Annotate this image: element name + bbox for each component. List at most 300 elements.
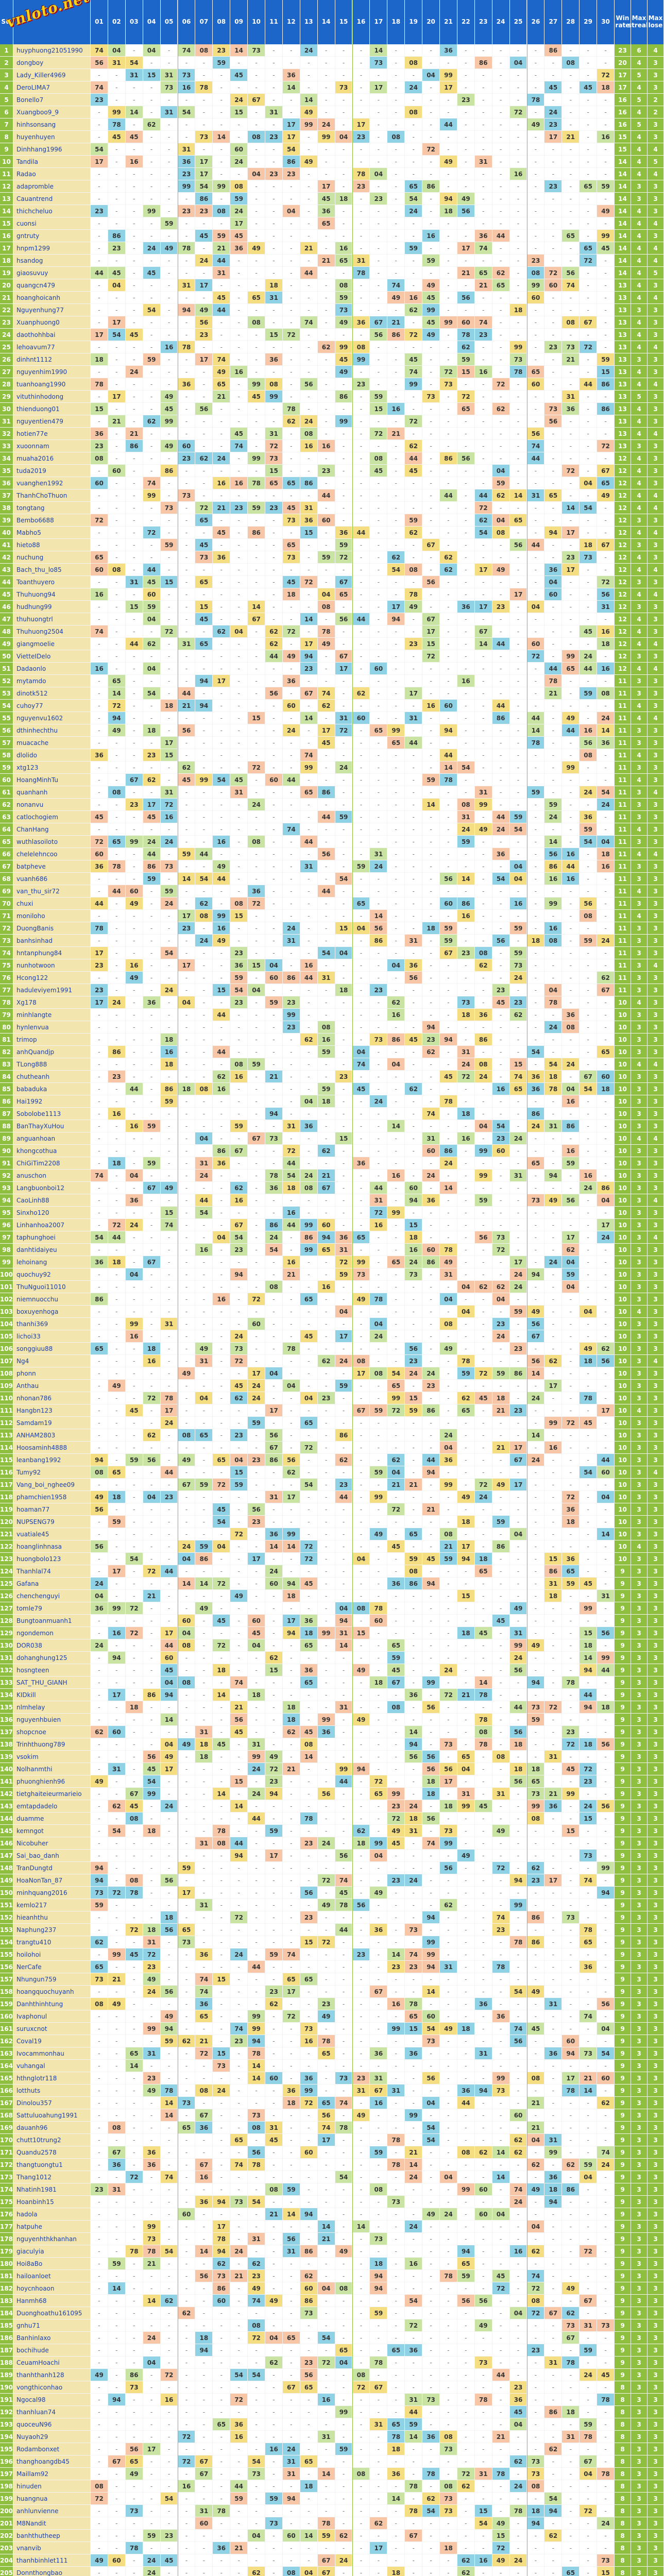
day-result-cell: - — [580, 304, 597, 316]
day-result-cell: - — [213, 996, 230, 1009]
player-name-link[interactable]: Hoosaminh4888 — [13, 1442, 91, 1454]
day-result-cell: - — [143, 403, 161, 415]
day-result-cell: 24 — [265, 1565, 283, 1578]
player-name-link[interactable]: Lady_Killer4969 — [13, 69, 91, 81]
day-result-cell: 15 — [457, 366, 475, 378]
day-result-cell: - — [248, 564, 265, 576]
day-result-cell: 45 — [353, 1083, 370, 1095]
player-name-link[interactable]: ngondemon — [13, 1627, 91, 1639]
day-result-cell: - — [195, 687, 213, 700]
day-result-cell: - — [353, 415, 370, 428]
day-result-cell: 24 — [195, 1170, 213, 1182]
player-max-lose: 3 — [648, 1207, 664, 1219]
player-name-link[interactable]: thuhuongtrl — [13, 613, 91, 625]
player-name-link[interactable]: HoangMinhTu — [13, 774, 91, 786]
player-name-link[interactable]: Mabho5 — [13, 527, 91, 539]
day-result-cell: - — [143, 1639, 161, 1652]
player-name-link[interactable]: van_thu_sir72 — [13, 885, 91, 897]
day-result-cell: - — [405, 168, 422, 180]
day-result-cell: - — [562, 452, 580, 465]
day-result-cell: - — [108, 638, 126, 650]
day-result-cell: - — [143, 972, 161, 984]
day-result-cell: - — [335, 1442, 353, 1454]
day-result-cell: 04 — [91, 1590, 108, 1602]
player-name-link[interactable]: Langbuonboi12 — [13, 1182, 91, 1194]
day-result-cell: - — [143, 1578, 161, 1590]
player-name-link[interactable]: TLong888 — [13, 1058, 91, 1071]
player-name-link[interactable]: muaha2016 — [13, 452, 91, 465]
player-name-link[interactable]: hosngteen — [13, 1664, 91, 1676]
day-result-cell: 86 — [422, 1404, 440, 1417]
player-name-link[interactable]: daothohhbai — [13, 329, 91, 341]
player-name-link[interactable]: Xg178 — [13, 996, 91, 1009]
player-name-link[interactable]: niemnuocchu — [13, 1293, 91, 1306]
player-name-link[interactable]: dlolido — [13, 749, 91, 761]
player-name-link[interactable]: ThanhChoThuon — [13, 489, 91, 502]
player-name-link[interactable]: Bungtoanmuanh1 — [13, 1615, 91, 1627]
day-result-cell: 59 — [230, 193, 248, 205]
player-max-lose: 3 — [648, 180, 664, 193]
row-rank: 134 — [0, 1689, 13, 1701]
day-result-cell: - — [335, 44, 353, 57]
player-name-link[interactable]: hoanglinhnasa — [13, 1540, 91, 1553]
day-result-cell: - — [527, 885, 545, 897]
day-result-cell: - — [475, 1454, 492, 1466]
player-name-link[interactable]: Hcong122 — [13, 972, 91, 984]
day-result-cell: 15 — [230, 910, 248, 922]
day-result-cell: - — [457, 217, 475, 230]
player-name-link[interactable]: ThuNguoi11010 — [13, 1281, 91, 1293]
player-name-link[interactable]: nunhotwoon — [13, 959, 91, 972]
player-name-link[interactable]: chuxi — [13, 897, 91, 910]
player-name-link[interactable]: Tandila — [13, 156, 91, 168]
day-result-cell: - — [510, 712, 527, 724]
day-result-cell: 21 — [108, 415, 126, 428]
day-result-cell: - — [580, 489, 597, 502]
day-result-cell: - — [353, 1108, 370, 1120]
day-result-cell: - — [230, 465, 248, 477]
player-name-link[interactable]: vuatiale45 — [13, 1528, 91, 1540]
player-name-link[interactable]: nguyenhbuien — [13, 1714, 91, 1726]
row-rank: 36 — [0, 477, 13, 489]
player-name-link[interactable]: Linhanhoa2007 — [13, 1219, 91, 1231]
day-result-cell: 31 — [544, 1578, 562, 1590]
player-name-link[interactable]: phamchien1958 — [13, 1491, 91, 1503]
day-result-cell: 86 — [544, 1565, 562, 1578]
day-result-cell: - — [108, 81, 126, 94]
day-result-cell: - — [195, 366, 213, 378]
day-result-cell: - — [178, 588, 196, 601]
day-result-cell: - — [108, 1590, 126, 1602]
player-name-link[interactable]: chenchenguyi — [13, 1590, 91, 1602]
day-result-cell: - — [248, 1256, 265, 1268]
player-max-streak: 3 — [631, 1417, 648, 1429]
player-name-link[interactable]: nlmhelay — [13, 1701, 91, 1714]
day-result-cell: - — [213, 1207, 230, 1219]
day-result-cell: - — [161, 1281, 178, 1293]
player-name-link[interactable]: xuoonnam — [13, 440, 91, 452]
player-name-link[interactable]: hnpm1299 — [13, 242, 91, 255]
day-result-cell: - — [213, 1528, 230, 1540]
day-result-cell: - — [178, 57, 196, 69]
day-result-cell: 44 — [580, 1689, 597, 1701]
day-result-cell: - — [422, 761, 440, 774]
day-result-cell: 67 — [335, 576, 353, 588]
player-name-link[interactable]: adapromble — [13, 180, 91, 193]
day-result-cell: 59 — [213, 57, 230, 69]
player-name-link[interactable]: hieto88 — [13, 539, 91, 551]
day-result-cell: - — [248, 786, 265, 799]
player-name-link[interactable]: Sobolobe1113 — [13, 1108, 91, 1120]
day-result-cell: 62 — [475, 514, 492, 527]
row-rank: 125 — [0, 1578, 13, 1590]
day-result-cell: 08 — [91, 1466, 108, 1479]
day-result-cell: - — [353, 1281, 370, 1293]
day-result-cell: - — [510, 1615, 527, 1627]
player-name-link[interactable]: SAT_THU_GIANH — [13, 1676, 91, 1689]
day-result-cell: - — [108, 1182, 126, 1194]
day-result-cell: 31 — [475, 156, 492, 168]
day-result-cell: - — [544, 366, 562, 378]
player-name-link[interactable]: anguanhoan — [13, 1132, 91, 1145]
table-row — [0, 428, 664, 440]
player-win-rate: 13 — [615, 415, 631, 428]
day-result-cell: 04 — [440, 1442, 457, 1454]
day-result-cell: 86 — [335, 1429, 353, 1442]
day-result-cell: 08 — [108, 786, 126, 799]
player-name-link[interactable]: giangmoelie — [13, 638, 91, 650]
day-result-cell: - — [597, 193, 615, 205]
player-name-link[interactable]: Bonello7 — [13, 94, 91, 106]
player-name-link[interactable]: ANHAM2803 — [13, 1429, 91, 1442]
player-name-link[interactable]: DOR038 — [13, 1639, 91, 1652]
day-result-cell: - — [300, 304, 318, 316]
player-name-link[interactable]: Nguyenhung77 — [13, 304, 91, 316]
player-max-lose: 3 — [648, 1380, 664, 1392]
player-name-link[interactable]: VietteIDelo — [13, 650, 91, 663]
day-result-cell: - — [248, 1268, 265, 1281]
player-name-link[interactable]: ChiGiTim2208 — [13, 1157, 91, 1170]
day-result-cell: 67 — [597, 539, 615, 551]
player-name-link[interactable]: lehoinang — [13, 1256, 91, 1268]
day-result-cell: 74 — [161, 1219, 178, 1231]
day-result-cell: - — [387, 774, 405, 786]
player-win-rate: 13 — [615, 279, 631, 292]
player-win-rate: 12 — [615, 489, 631, 502]
player-name-link[interactable]: danhtidaiyeu — [13, 1244, 91, 1256]
day-result-cell: 86 — [265, 1454, 283, 1466]
day-result-cell: - — [457, 539, 475, 551]
player-name-link[interactable]: dthinhechthu — [13, 724, 91, 737]
player-name-link[interactable]: lichoi33 — [13, 1330, 91, 1343]
day-result-cell: - — [440, 1108, 457, 1120]
day-result-cell: - — [597, 823, 615, 836]
player-name-link[interactable]: hynlenvua — [13, 1021, 91, 1033]
player-name-link[interactable]: Thanhlal74 — [13, 1565, 91, 1578]
day-result-cell: - — [143, 1046, 161, 1058]
player-name-link[interactable]: tuanhoang1990 — [13, 378, 91, 391]
player-name-link[interactable]: NUPSENG79 — [13, 1516, 91, 1528]
player-max-streak: 4 — [631, 279, 648, 292]
row-rank: 97 — [0, 1231, 13, 1244]
day-result-cell: - — [318, 391, 335, 403]
player-name-link[interactable]: Radao — [13, 168, 91, 180]
day-result-cell: - — [108, 588, 126, 601]
player-name-link[interactable]: boxuyenhoga — [13, 1306, 91, 1318]
player-name-link[interactable]: hotien77e — [13, 428, 91, 440]
player-max-streak: 4 — [631, 700, 648, 712]
player-name-link[interactable]: thanhi369 — [13, 1318, 91, 1330]
day-result-cell: - — [422, 1738, 440, 1751]
day-result-cell: - — [230, 712, 248, 724]
day-result-cell: - — [510, 935, 527, 947]
day-result-cell: - — [405, 860, 422, 873]
day-result-cell: - — [544, 1528, 562, 1540]
row-rank: 87 — [0, 1108, 13, 1120]
player-name-link[interactable]: Bach_thu_lo85 — [13, 564, 91, 576]
day-result-cell: - — [440, 539, 457, 551]
player-name-link[interactable]: lehoavum77 — [13, 341, 91, 353]
player-name-link[interactable]: CaoLinh88 — [13, 1194, 91, 1207]
day-result-cell: - — [126, 1231, 143, 1244]
player-name-link[interactable]: banhsinhad — [13, 935, 91, 947]
player-name-link[interactable]: khongcothua — [13, 1145, 91, 1157]
player-name-link[interactable]: Trinhthuong789 — [13, 1738, 91, 1751]
player-name-link[interactable]: vuanh686 — [13, 873, 91, 885]
day-result-cell: - — [405, 1330, 422, 1343]
player-name-link[interactable]: Dinhhang1996 — [13, 143, 91, 156]
player-name-link[interactable]: cuhoy77 — [13, 700, 91, 712]
player-name-link[interactable]: tuda2019 — [13, 465, 91, 477]
day-result-cell: - — [510, 465, 527, 477]
player-name-link[interactable]: nguyenvu1602 — [13, 712, 91, 724]
player-name-link[interactable]: Hai1992 — [13, 1095, 91, 1108]
player-name-link[interactable]: nuchung — [13, 551, 91, 564]
day-result-cell: - — [248, 366, 265, 378]
player-name-link[interactable]: Cauantrend — [13, 193, 91, 205]
day-result-cell: 16 — [195, 1244, 213, 1256]
row-rank: 108 — [0, 1367, 13, 1380]
player-name-link[interactable]: quanhanh — [13, 786, 91, 799]
player-name-link[interactable]: Ng4 — [13, 1355, 91, 1367]
player-name-link[interactable]: dinotk512 — [13, 687, 91, 700]
day-result-cell: - — [335, 1095, 353, 1108]
player-name-link[interactable]: gntruty — [13, 230, 91, 242]
player-max-streak: 4 — [631, 452, 648, 465]
day-result-cell: - — [457, 1194, 475, 1207]
day-result-cell: 72 — [510, 106, 527, 118]
day-result-cell: - — [492, 1306, 510, 1318]
player-name-link[interactable]: anhQuandjp — [13, 1046, 91, 1058]
day-result-cell: 08 — [580, 910, 597, 922]
player-name-link[interactable]: hsandog — [13, 255, 91, 267]
day-result-cell: - — [108, 1058, 126, 1071]
day-result-cell: 08 — [475, 1058, 492, 1071]
player-name-link[interactable]: nonanvu — [13, 799, 91, 811]
player-name-link[interactable]: Samdam19 — [13, 1417, 91, 1429]
player-max-lose: 4 — [648, 712, 664, 724]
day-result-cell: - — [440, 1417, 457, 1429]
player-name-link[interactable]: trimop — [13, 1033, 91, 1046]
player-name-link[interactable]: Toanthuyero — [13, 576, 91, 588]
player-name-link[interactable]: huongbolo123 — [13, 1553, 91, 1565]
player-name-link[interactable]: ChanHang — [13, 823, 91, 836]
day-result-cell: 65 — [370, 724, 387, 737]
day-result-cell: - — [457, 1417, 475, 1429]
day-result-cell: 86 — [195, 193, 213, 205]
day-result-cell: - — [544, 539, 562, 551]
player-name-link[interactable]: phonn — [13, 1367, 91, 1380]
player-name-link[interactable]: quangcn479 — [13, 279, 91, 292]
player-name-link[interactable]: anuschon — [13, 1170, 91, 1182]
day-result-cell: - — [353, 786, 370, 799]
player-max-streak: 3 — [631, 836, 648, 848]
day-result-cell: 62 — [143, 415, 161, 428]
day-result-cell: - — [126, 1429, 143, 1442]
day-result-cell: - — [213, 1244, 230, 1256]
player-name-link[interactable]: mytamdo — [13, 675, 91, 687]
player-name-link[interactable]: quochuy92 — [13, 1268, 91, 1281]
player-name-link[interactable]: thichcheluo — [13, 205, 91, 217]
player-name-link[interactable]: nhonan786 — [13, 1392, 91, 1404]
player-name-link[interactable]: DuongBanis — [13, 922, 91, 935]
player-name-link[interactable]: chelelehncoo — [13, 848, 91, 860]
player-name-link[interactable]: huyphuong21051990 — [13, 44, 91, 57]
player-name-link[interactable]: catlochogiem — [13, 811, 91, 823]
day-result-cell: - — [335, 452, 353, 465]
player-name-link[interactable]: Vang_boi_nghee09 — [13, 1479, 91, 1491]
day-result-cell: 08 — [387, 131, 405, 143]
day-result-cell: - — [230, 279, 248, 292]
player-name-link[interactable]: muacache — [13, 737, 91, 749]
day-result-cell: - — [475, 69, 492, 81]
day-result-cell: - — [387, 366, 405, 378]
day-result-cell: - — [318, 1009, 335, 1021]
day-result-cell: - — [387, 675, 405, 687]
player-name-link[interactable]: babaduka — [13, 1083, 91, 1095]
player-name-link[interactable]: shopcnoe — [13, 1726, 91, 1738]
day-result-cell: - — [265, 489, 283, 502]
day-result-cell: - — [108, 947, 126, 959]
player-name-link[interactable]: nguyentien479 — [13, 415, 91, 428]
player-name-link[interactable]: Thuhuong2504 — [13, 625, 91, 638]
day-result-cell: 65 — [195, 638, 213, 650]
player-max-lose: 3 — [648, 465, 664, 477]
day-result-cell: - — [387, 353, 405, 366]
player-name-link[interactable]: DeroLIMA7 — [13, 81, 91, 94]
player-win-rate: 10 — [615, 1466, 631, 1479]
player-name-link[interactable]: haduleviyem1991 — [13, 984, 91, 996]
player-name-link[interactable]: hoanghoicanh — [13, 292, 91, 304]
player-name-link[interactable]: Hangbn123 — [13, 1404, 91, 1417]
player-max-lose: 3 — [648, 1479, 664, 1491]
player-name-link[interactable]: vituthinhodong — [13, 391, 91, 403]
player-name-link[interactable]: moniloho — [13, 910, 91, 922]
player-name-link[interactable]: Sinxho120 — [13, 1207, 91, 1219]
day-result-cell: 72 — [457, 1071, 475, 1083]
player-name-link[interactable]: batpheve — [13, 860, 91, 873]
player-name-link[interactable]: hoaman77 — [13, 1503, 91, 1516]
player-max-streak: 3 — [631, 1491, 648, 1503]
player-name-link[interactable]: dinhnt1112 — [13, 353, 91, 366]
day-result-cell: - — [143, 1516, 161, 1528]
player-name-link[interactable]: huyenhuyen — [13, 131, 91, 143]
player-name-link[interactable]: Xuangboo9_9 — [13, 106, 91, 118]
player-name-link[interactable]: songgiuu88 — [13, 1343, 91, 1355]
day-result-cell: - — [457, 922, 475, 935]
day-result-cell: - — [195, 650, 213, 663]
player-name-link[interactable]: taphunghoei — [13, 1231, 91, 1244]
day-result-cell: - — [422, 749, 440, 761]
day-result-cell: - — [580, 143, 597, 156]
player-name-link[interactable]: dohanghung125 — [13, 1652, 91, 1664]
player-name-link[interactable]: leanbang1992 — [13, 1454, 91, 1466]
player-name-link[interactable]: Tumy92 — [13, 1466, 91, 1479]
day-result-cell: 59 — [370, 1404, 387, 1417]
player-name-link[interactable]: chutheanh — [13, 1071, 91, 1083]
player-name-link[interactable]: BanThayXuHou — [13, 1120, 91, 1132]
player-max-streak: 5 — [631, 94, 648, 106]
player-name-link[interactable]: cuonsi — [13, 217, 91, 230]
player-name-link[interactable]: dongboy — [13, 57, 91, 69]
player-max-streak: 4 — [631, 81, 648, 94]
day-result-cell: - — [300, 1466, 318, 1479]
day-result-cell: 15 — [195, 601, 213, 613]
player-name-link[interactable]: thienduong01 — [13, 403, 91, 415]
table-row — [0, 452, 664, 465]
player-name-link[interactable]: KIDkill — [13, 1689, 91, 1701]
player-name-link[interactable]: wuthlasoiloto — [13, 836, 91, 848]
player-name-link[interactable]: hntanphung84 — [13, 947, 91, 959]
day-result-cell: - — [91, 1355, 108, 1367]
player-name-link[interactable]: Gafana — [13, 1578, 91, 1590]
day-result-cell: - — [370, 885, 387, 897]
player-name-link[interactable]: Bembo6688 — [13, 514, 91, 527]
player-name-link[interactable]: Dadaonlo — [13, 663, 91, 675]
day-result-cell: 44 — [527, 712, 545, 724]
player-name-link[interactable]: minhlangte — [13, 1009, 91, 1021]
player-name-link[interactable]: giaosuvuy — [13, 267, 91, 279]
day-result-cell: - — [370, 1639, 387, 1652]
day-result-cell: - — [353, 366, 370, 378]
day-result-cell: - — [353, 242, 370, 255]
day-result-cell: - — [300, 1318, 318, 1330]
player-name-link[interactable]: hinhsonsang — [13, 118, 91, 131]
player-max-streak: 4 — [631, 428, 648, 440]
day-result-cell: - — [475, 712, 492, 724]
player-name-link[interactable]: tomle79 — [13, 1602, 91, 1615]
day-result-cell: - — [597, 428, 615, 440]
player-name-link[interactable]: vuanghen1992 — [13, 477, 91, 489]
player-name-link[interactable]: Thuhuong94 — [13, 588, 91, 601]
day-result-cell: 49 — [230, 1590, 248, 1602]
player-max-lose: 3 — [648, 1590, 664, 1602]
player-name-link[interactable]: Xuanphuong0 — [13, 316, 91, 329]
day-result-cell: - — [318, 168, 335, 180]
player-name-link[interactable]: Anthau — [13, 1380, 91, 1392]
player-name-link[interactable]: tongtang — [13, 502, 91, 514]
player-name-link[interactable]: hudhung99 — [13, 601, 91, 613]
player-name-link[interactable]: xtg123 — [13, 761, 91, 774]
day-result-cell: 99 — [562, 761, 580, 774]
day-result-cell: - — [178, 1095, 196, 1108]
day-result-cell: - — [370, 1256, 387, 1268]
day-result-cell: - — [126, 625, 143, 638]
player-name-link[interactable]: nguyenhim1990 — [13, 366, 91, 378]
row-rank: 32 — [0, 428, 13, 440]
day-result-cell: - — [143, 1071, 161, 1083]
row-rank: 8 — [0, 131, 13, 143]
